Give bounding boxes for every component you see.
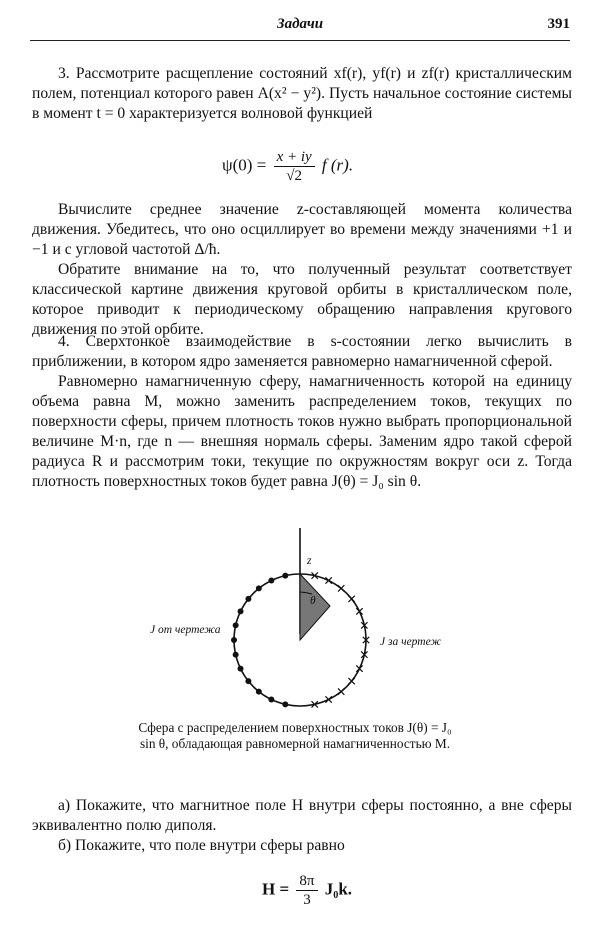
current-cross-marker <box>348 678 354 684</box>
formula-denominator: √2 <box>286 168 302 184</box>
figure-caption: Сфера с распределением поверхностных токов J(θ) = J₀ sin θ, обладающая равномерной намагниченностью M. <box>138 720 452 751</box>
current-in-label: J за чертеж <box>380 636 442 648</box>
current-dot-marker <box>233 652 239 658</box>
problem-4-paragraph-2: Равномерно намагниченную сферу, намагниченность которой на единицу объема равна M, можно заменить распределением токов, текущих по поверхности сферы, причем плотность токов нужно выбрать пропорциональной величине M·n, где n — внешняя нормаль сферы. Заменим ядро такой сферой радиуса R и рассмотрим токи, текущие по окружностям вокруг оси z. Тогда плотность поверхностных токов будет равна J(θ) = J₀ sin θ. <box>32 373 572 490</box>
page-number: 391 <box>547 16 570 32</box>
current-dot-marker <box>238 608 244 614</box>
current-cross-marker <box>338 585 344 591</box>
field-formula-rhs: J₀k. <box>324 879 353 899</box>
current-cross-marker <box>356 665 362 671</box>
questions <box>32 796 572 856</box>
current-cross-marker <box>325 696 331 702</box>
current-dots-left <box>231 573 288 708</box>
formula-rhs: f (r). <box>321 155 354 175</box>
field-formula-fraction <box>296 872 317 909</box>
current-dot-marker <box>268 696 274 702</box>
problem-3-paragraph-1: 3. Рассмотрите расщепление состояний xf(r), yf(r) и zf(r) кристаллическим полем, потенциал которого равен A(x² − y²). Пусть начальное состояние системы в момент t = 0 характеризуется волновой функцией <box>32 65 572 122</box>
running-title: Задачи <box>276 16 324 32</box>
question-a: а) Покажите, что магнитное поле H внутри сферы постоянно, а вне сферы эквивалентно полю диполя. <box>32 797 572 834</box>
field-formula-numerator: 8π <box>296 872 317 891</box>
current-cross-marker <box>348 596 354 602</box>
current-dot-marker <box>245 596 251 602</box>
field-formula-lhs: H = <box>262 879 290 899</box>
current-dot-marker <box>238 666 244 672</box>
problem-3-paragraph-2: Вычислите среднее значение z-составляющей момента количества движения. Убедитесь, что оно осциллирует во времени между значениями +1 и −1 и с угловой частотой Δ/ħ. <box>32 201 572 258</box>
z-axis-label: z <box>307 555 312 567</box>
angle-sector <box>300 574 330 640</box>
current-dot-marker <box>268 578 274 584</box>
current-dot-marker <box>233 622 239 628</box>
current-cross-marker <box>338 688 344 694</box>
current-dot-marker <box>256 689 262 695</box>
current-dot-marker <box>282 573 288 579</box>
formula-lhs: ψ(0) = <box>222 155 267 175</box>
formula-numerator: x + iy <box>274 148 315 167</box>
problem-4-paragraph-1: 4. Сверхтонкое взаимодействие в s-состоянии легко вычислить в приближении, в котором ядро заменяется равномерно намагниченной сферой. <box>32 333 572 370</box>
current-dot-marker <box>256 585 262 591</box>
theta-label: θ <box>310 595 316 607</box>
current-cross-marker <box>325 577 331 583</box>
field-formula-denominator: 3 <box>303 892 311 908</box>
field-formula <box>262 872 352 909</box>
current-crosses-right <box>311 572 369 707</box>
current-dot-marker <box>245 678 251 684</box>
current-cross-marker <box>356 608 362 614</box>
question-b: б) Покажите, что поле внутри сферы равно <box>58 837 345 854</box>
problem-3-paragraph-3: Обратите внимание на то, что полученный результат соответствует классической картине движения круговой орбиты в кристаллическом поле, которое приводит к периодическому обращению направления кругового движения по этой орбите. <box>32 261 572 338</box>
current-dot-marker <box>282 701 288 707</box>
current-dot-marker <box>231 637 237 643</box>
current-out-label: J от чертежа <box>150 624 221 636</box>
